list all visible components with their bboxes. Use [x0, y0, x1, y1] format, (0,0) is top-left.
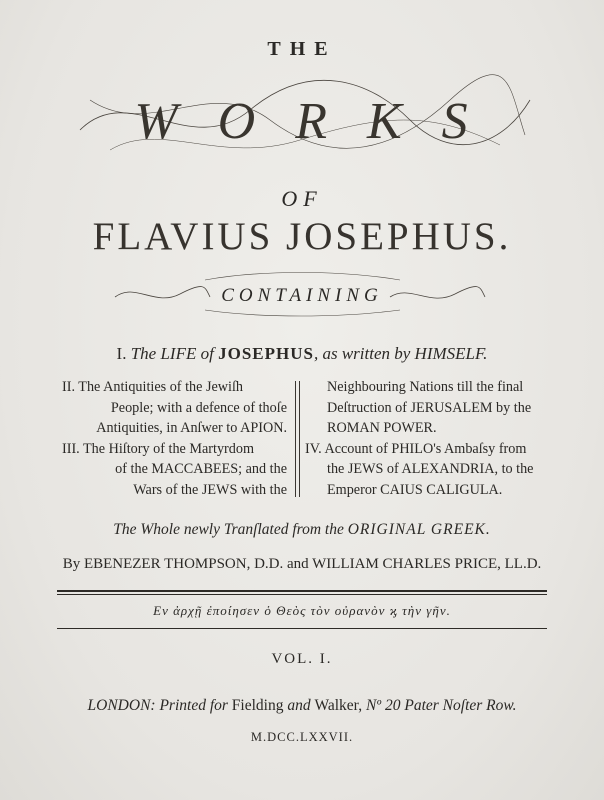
life-word: LIFE — [160, 344, 197, 363]
author-name: FLAVIUS JOSEPHUS. — [92, 215, 512, 258]
contents-left-column — [62, 377, 287, 500]
rule-thick — [57, 590, 547, 592]
works-letter: W — [134, 93, 180, 150]
heading-containing: CONTAINING — [221, 285, 383, 306]
heading-works — [0, 92, 604, 151]
rule-bottom — [57, 628, 547, 629]
life-as: , as written by — [313, 344, 411, 363]
publication-date: M.DCC.LXXVII. — [250, 730, 354, 744]
contents-line: Wars of the JEWS with the — [133, 481, 287, 498]
contents-line: Neighbouring Nations till the final — [327, 379, 524, 395]
translation-note — [0, 521, 604, 539]
contents-line: III. The Hiſtory of the Martyrdom — [62, 440, 255, 457]
contents-item-life — [0, 344, 604, 364]
imprint-fielding: Fielding — [231, 697, 284, 714]
contents-line: People; with a defence of thoſe — [110, 399, 287, 416]
contents-line: Antiquities, in Anſwer to APION. — [96, 420, 287, 436]
contents-line: Emperor CAIUS CALIGULA. — [327, 481, 503, 498]
imprint-address: Nº 20 Pater Noſter Row. — [365, 697, 517, 714]
contents-right-column — [305, 377, 535, 500]
works-letter: K — [366, 93, 404, 150]
translators-line: By EBENEZER THOMPSON, D.D. and WILLIAM CHARLES PRICE, LL.D. — [62, 556, 542, 572]
imprint — [0, 697, 604, 715]
heading-the: THE — [267, 38, 337, 60]
contents-line: Deſtruction of JERUSALEM by the — [327, 399, 532, 416]
life-of: of — [200, 344, 214, 363]
life-name: JOSEPHUS — [218, 344, 314, 363]
rule-thin — [57, 594, 547, 595]
contents-line: of the MACCABEES; and the — [115, 461, 287, 477]
translation-emph: ORIGINAL GREEK. — [347, 521, 491, 538]
imprint-walker: Walker, — [314, 697, 363, 714]
volume-number: VOL. I. — [271, 651, 333, 667]
imprint-printed: Printed for — [159, 697, 228, 714]
heading-of: OF — [281, 186, 323, 211]
contents-line: IV. Account of PHILO's Ambaſsy from — [305, 440, 527, 457]
works-letter: S — [441, 93, 470, 150]
contents-line: II. The Antiquities of the Jewiſh — [62, 379, 243, 395]
contents-line: the JEWS of ALEXANDRIA, to the — [327, 461, 534, 477]
numeral: I. — [116, 344, 127, 363]
translation-text: The Whole newly Tranſlated from the — [113, 521, 344, 538]
imprint-city: LONDON: — [87, 697, 156, 714]
column-divider — [295, 381, 300, 497]
life-the: The — [130, 344, 157, 363]
greek-motto: Εν ἀρχῇ ἐποίησεν ὁ Θεὸς τὸν οὐρανὸν ϗ τὴν γῆν. — [153, 603, 451, 618]
works-letter: O — [217, 93, 258, 150]
imprint-and: and — [287, 697, 311, 714]
works-letter: R — [295, 93, 329, 150]
life-himself: HIMSELF. — [414, 344, 488, 363]
contents-line: ROMAN POWER. — [327, 420, 437, 436]
